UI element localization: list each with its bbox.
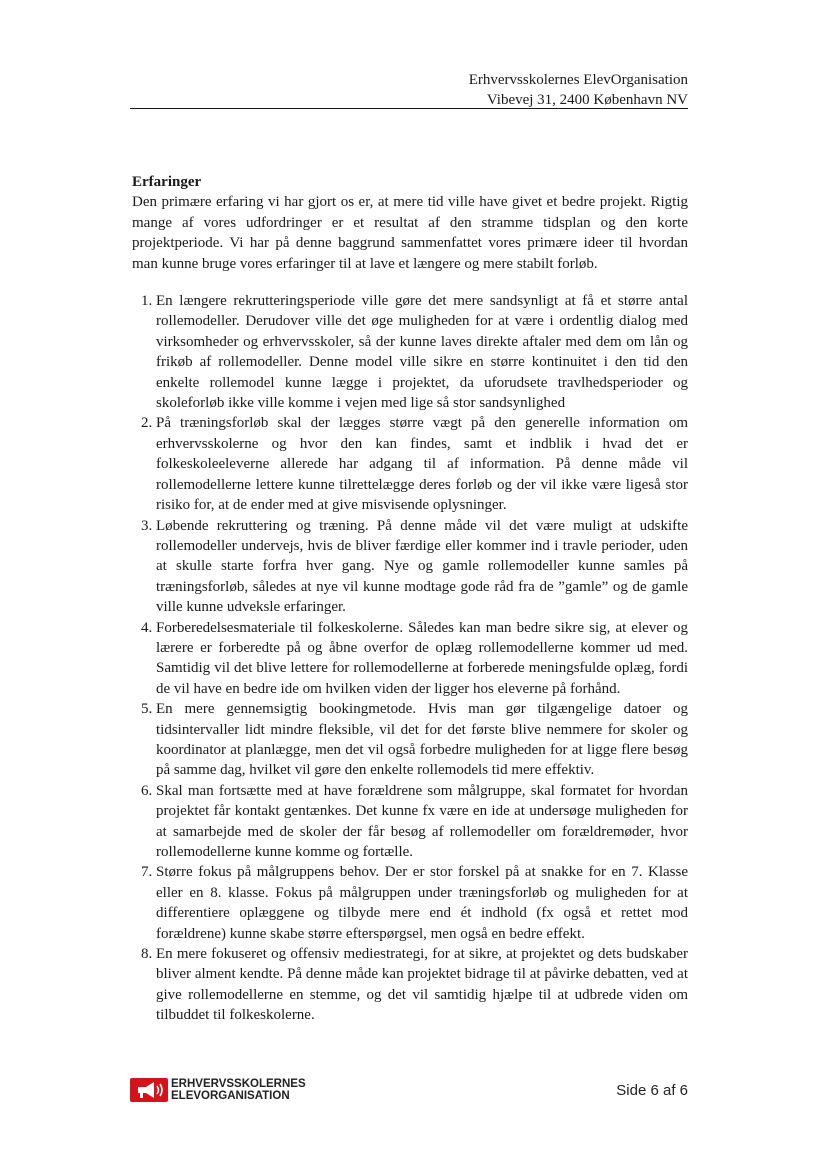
recommendation-list <box>132 291 688 1026</box>
page-number: Side 6 af 6 <box>616 1082 688 1099</box>
list-item: 8. En mere fokuseret og offensiv mediestrategi, for at sikre, at projektet og dets budskaber bliver alment kendte. På denne måde kan projektet bidrage til at påvirke debatten, ved at give rollemodellerne en stemme, og det vil samtidig hjælpe til at udbrede viden om tilbuddet til folkeskolerne. <box>156 944 688 1026</box>
header-divider <box>130 108 688 109</box>
section-title: Erfaringer <box>132 174 202 190</box>
logo-wordmark: ERHVERVSSKOLERNES ELEVORGANISATION <box>171 1078 306 1102</box>
org-name: Erhvervsskolernes ElevOrganisation <box>468 72 688 88</box>
list-item: 7. Større fokus på målgruppens behov. Der er stor forskel på at snakke for en 7. Klasse eller en 8. klasse. Fokus på målgruppen under træningsforløb og muligheden for at differentiere oplæggene og tilbyde mere end ét indhold (fx også et rettet mod forældrene) kunne skabe større efterspørgsel, men også en bedre effekt. <box>156 862 688 944</box>
org-logo <box>130 1078 306 1102</box>
org-address: Vibevej 31, 2400 København NV <box>486 92 688 108</box>
list-item: 3. Løbende rekruttering og træning. På denne måde vil det være muligt at udskifte rollemodeller undervejs, hvis de bliver færdige eller kommer ind i travle perioder, uden at skulle starte forfra hver gang. Nye og gamle rollemodeller kunne samles på træningsforløb, således at nye vil kunne modtage gode råd fra de ”gamle” og de gamle ville kunne udveksle erfaringer. <box>156 516 688 618</box>
list-item: 1. En længere rekrutteringsperiode ville gøre det mere sandsynligt at få et større antal rollemodeller. Derudover ville det øge muligheden for at være i ordentlig dialog med virksomheder og erhvervsskoler, så der kunne laves direkte aftaler med dem om lån og frikøb af rollemodeller. Denne model ville sikre en større kontinuitet i den tid den enkelte rollemodel kunne lægge i projektet, da uforudsete travlhedsperioder og skoleforløb ikke ville komme i vejen med lige så stor sandsynlighed <box>156 291 688 413</box>
list-item: 6. Skal man fortsætte med at have forældrene som målgruppe, skal formatet for hvordan projektet får kontakt gentænkes. Det kunne fx være en ide at undersøge muligheden for at samarbejde med de skoler der får besøg af rollemodeller om forældremøder, hvor rollemodellerne kunne komme og fortælle. <box>156 781 688 863</box>
page-body <box>132 172 688 1026</box>
megaphone-icon <box>130 1078 168 1102</box>
list-item: 5. En mere gennemsigtig bookingmetode. Hvis man gør tilgængelige datoer og tidsintervaller lidt mindre fleksible, vil det for det første blive nemmere for skoler og koordinator at planlægge, men det vil også forbedre muligheden for at ligge flere besøg på samme dag, hvilket vil gøre den enkelte rollemodels tid mere effektiv. <box>156 699 688 781</box>
intro-paragraph: Den primære erfaring vi har gjort os er, at mere tid ville have givet et bedre projekt. Rigtig mange af vores udfordringer er et resultat af den stramme tidsplan og den korte projektperiode. Vi har på denne baggrund sammenfattet vores primære ideer til hvordan man kunne bruge vores erfaringer til at lave et længere og mere stabilt forløb. <box>132 194 688 272</box>
letterhead <box>469 70 688 110</box>
list-item: 2. På træningsforløb skal der lægges større vægt på den generelle information om erhvervsskolerne og hvor den kan findes, samt et indblik i hvad det er folkeskoleeleverne allerede har adgang til af information. På denne måde vil rollemodellerne lettere kunne tilrettelægge deres forløb og der vil ikke være ligeså stor risiko for, at de ender med at give misvisende oplysninger. <box>156 413 688 515</box>
page-footer <box>130 1078 688 1108</box>
list-item: 4. Forberedelsesmateriale til folkeskolerne. Således kan man bedre sikre sig, at elever og lærere er forberedte på og åbne overfor de oplæg rollemodellerne kommer ud med. Samtidig vil det blive lettere for rollemodellerne at forberede meningsfulde oplæg, fordi de vil have en bedre ide om hvilken viden der ligger hos eleverne på forhånd. <box>156 618 688 700</box>
